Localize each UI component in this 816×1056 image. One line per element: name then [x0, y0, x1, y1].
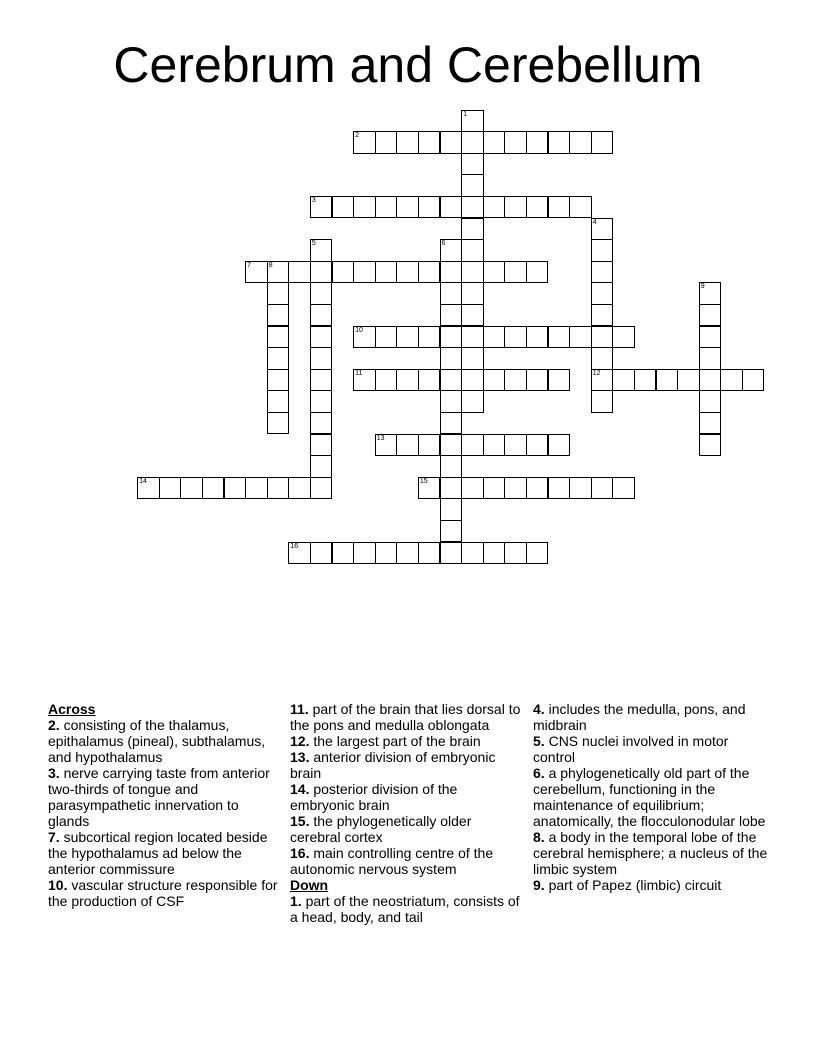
across-clue	[290, 781, 525, 813]
grid-cell[interactable]	[440, 304, 463, 327]
clue-text: posterior division of the embryonic brain	[290, 781, 458, 813]
grid-cell[interactable]	[267, 477, 290, 500]
clue-number: 5	[311, 240, 316, 248]
grid-cell[interactable]	[483, 477, 506, 500]
grid-cell[interactable]	[353, 261, 376, 284]
grid-cell[interactable]	[375, 542, 398, 565]
grid-cell[interactable]	[396, 196, 419, 219]
grid-cell[interactable]	[504, 326, 527, 349]
clue-number: 12	[592, 369, 601, 377]
grid-cell[interactable]	[677, 369, 700, 392]
grid-cell[interactable]	[267, 326, 290, 349]
grid-cell[interactable]	[504, 434, 527, 457]
grid-cell[interactable]	[461, 218, 484, 241]
grid-cell[interactable]	[159, 477, 182, 500]
grid-cell[interactable]	[375, 369, 398, 392]
grid-cell[interactable]	[332, 542, 355, 565]
grid-cell[interactable]	[569, 196, 592, 219]
grid-cell[interactable]	[310, 477, 333, 500]
clue-column-1	[48, 701, 283, 909]
grid-cell[interactable]	[267, 304, 290, 327]
grid-cell[interactable]	[548, 131, 571, 154]
grid-cell[interactable]	[396, 131, 419, 154]
across-clue	[48, 829, 283, 877]
grid-cell[interactable]	[245, 477, 268, 500]
grid-cell[interactable]	[440, 434, 463, 457]
grid-cell[interactable]	[461, 282, 484, 305]
grid-cell[interactable]	[137, 477, 160, 500]
clue-number: 8.	[533, 829, 545, 845]
grid-cell[interactable]	[440, 326, 463, 349]
grid-cell[interactable]	[483, 326, 506, 349]
grid-cell[interactable]	[310, 412, 333, 435]
clue-column-2	[290, 701, 525, 925]
grid-cell[interactable]	[548, 326, 571, 349]
grid-cell[interactable]	[526, 196, 549, 219]
grid-cell[interactable]	[461, 326, 484, 349]
clue-number: 1.	[290, 893, 302, 909]
clue-number: 15	[419, 477, 428, 485]
grid-cell[interactable]	[569, 477, 592, 500]
grid-cell[interactable]	[310, 434, 333, 457]
clue-number: 9	[700, 283, 705, 291]
grid-cell[interactable]	[461, 239, 484, 262]
grid-cell[interactable]	[461, 196, 484, 219]
grid-cell[interactable]	[591, 347, 614, 370]
grid-cell[interactable]	[461, 390, 484, 413]
grid-cell[interactable]	[396, 434, 419, 457]
clue-number: 12.	[290, 733, 310, 749]
grid-cell[interactable]	[612, 369, 635, 392]
grid-cell[interactable]	[440, 390, 463, 413]
grid-cell[interactable]	[461, 369, 484, 392]
grid-cell[interactable]	[267, 412, 290, 435]
grid-cell[interactable]	[332, 261, 355, 284]
grid-cell[interactable]	[440, 477, 463, 500]
grid-cell[interactable]	[440, 455, 463, 478]
grid-cell[interactable]	[569, 131, 592, 154]
grid-cell[interactable]	[504, 542, 527, 565]
across-clue	[290, 733, 525, 749]
grid-cell[interactable]	[548, 477, 571, 500]
down-clue	[533, 701, 768, 733]
clue-number: 13	[376, 434, 385, 442]
grid-cell[interactable]	[699, 412, 722, 435]
grid-cell[interactable]	[440, 239, 463, 262]
clue-number: 16.	[290, 845, 310, 861]
grid-cell[interactable]	[440, 412, 463, 435]
grid-cell[interactable]	[267, 261, 290, 284]
down-clue	[533, 829, 768, 877]
down-clue	[533, 765, 768, 829]
grid-cell[interactable]	[612, 326, 635, 349]
clue-number: 7.	[48, 829, 60, 845]
clue-number: 7	[247, 261, 251, 269]
grid-cell[interactable]	[310, 347, 333, 370]
clue-number: 6	[441, 240, 446, 248]
grid-cell[interactable]	[504, 369, 527, 392]
grid-cell[interactable]	[461, 434, 484, 457]
grid-cell[interactable]	[504, 477, 527, 500]
grid-cell[interactable]	[440, 542, 463, 565]
clue-text: part of Papez (limbic) circuit	[544, 877, 722, 893]
grid-cell[interactable]	[418, 261, 441, 284]
grid-cell[interactable]	[288, 261, 311, 284]
grid-cell[interactable]	[742, 369, 765, 392]
clue-number: 16	[290, 542, 299, 550]
grid-cell[interactable]	[310, 304, 333, 327]
clue-text: part of the brain that lies dorsal to the pons and medulla oblongata	[290, 701, 521, 733]
grid-cell[interactable]	[418, 477, 441, 500]
grid-cell[interactable]	[375, 196, 398, 219]
grid-cell[interactable]	[310, 369, 333, 392]
grid-cell[interactable]	[591, 477, 614, 500]
clue-number: 14	[139, 477, 147, 485]
grid-cell[interactable]	[202, 477, 225, 500]
across-clue	[48, 765, 283, 829]
grid-cell[interactable]	[310, 542, 333, 565]
grid-cell[interactable]	[418, 434, 441, 457]
grid-cell[interactable]	[418, 196, 441, 219]
grid-cell[interactable]	[526, 542, 549, 565]
grid-cell[interactable]	[440, 196, 463, 219]
grid-cell[interactable]	[310, 390, 333, 413]
grid-cell[interactable]	[548, 434, 571, 457]
grid-cell[interactable]	[396, 261, 419, 284]
grid-cell[interactable]	[461, 304, 484, 327]
grid-cell[interactable]	[526, 434, 549, 457]
clue-text: nerve carrying taste from anterior two-thirds of tongue and parasympathetic innervation to glands	[48, 765, 270, 829]
grid-cell[interactable]	[504, 131, 527, 154]
clue-text: anterior division of embryonic brain	[290, 749, 496, 781]
grid-cell[interactable]	[310, 282, 333, 305]
grid-cell[interactable]	[418, 131, 441, 154]
grid-cell[interactable]	[353, 196, 376, 219]
grid-cell[interactable]	[591, 282, 614, 305]
grid-cell[interactable]	[504, 196, 527, 219]
grid-cell[interactable]	[418, 326, 441, 349]
grid-cell[interactable]	[396, 542, 419, 565]
grid-cell[interactable]	[353, 542, 376, 565]
grid-cell[interactable]	[418, 369, 441, 392]
grid-cell[interactable]	[504, 261, 527, 284]
across-clue	[290, 845, 525, 877]
clue-text: a phylogenetically old part of the cerebellum, functioning in the maintenance of equilibrium; anatomically, the flocculonodular lobe	[533, 765, 766, 829]
grid-cell[interactable]	[591, 304, 614, 327]
grid-cell[interactable]	[483, 369, 506, 392]
grid-cell[interactable]	[591, 131, 614, 154]
grid-cell[interactable]	[483, 261, 506, 284]
clue-number: 8	[268, 261, 273, 269]
down-clue	[533, 877, 768, 893]
grid-cell[interactable]	[310, 326, 333, 349]
grid-cell[interactable]	[353, 326, 376, 349]
grid-cell[interactable]	[461, 347, 484, 370]
clue-number: 3	[311, 196, 316, 204]
grid-cell[interactable]	[440, 261, 463, 284]
clue-number: 4	[592, 218, 597, 226]
grid-cell[interactable]	[440, 131, 463, 154]
grid-cell[interactable]	[699, 369, 722, 392]
grid-cell[interactable]	[375, 326, 398, 349]
down-header: Down	[290, 877, 329, 893]
grid-cell[interactable]	[310, 455, 333, 478]
grid-cell[interactable]	[461, 542, 484, 565]
clue-number: 11	[355, 369, 363, 377]
down-clue	[533, 733, 768, 765]
grid-cell[interactable]	[396, 369, 419, 392]
across-clue	[48, 877, 283, 909]
clue-text: vascular structure responsible for the production of CSF	[48, 877, 278, 909]
grid-cell[interactable]	[461, 174, 484, 197]
grid-cell[interactable]	[591, 239, 614, 262]
clue-number: 10	[355, 326, 363, 334]
grid-cell[interactable]	[548, 369, 571, 392]
grid-cell[interactable]	[332, 196, 355, 219]
grid-cell[interactable]	[699, 390, 722, 413]
grid-cell[interactable]	[526, 261, 549, 284]
grid-cell[interactable]	[440, 347, 463, 370]
grid-cell[interactable]	[548, 196, 571, 219]
grid-cell[interactable]	[483, 434, 506, 457]
grid-cell[interactable]	[396, 326, 419, 349]
grid-cell[interactable]	[699, 326, 722, 349]
grid-cell[interactable]	[310, 196, 333, 219]
grid-cell[interactable]	[288, 542, 311, 565]
clue-text: includes the medulla, pons, and midbrain	[533, 701, 746, 733]
grid-cell[interactable]	[526, 369, 549, 392]
clue-number: 5.	[533, 733, 545, 749]
grid-cell[interactable]	[418, 542, 441, 565]
clue-number: 10.	[48, 877, 68, 893]
grid-cell[interactable]	[245, 261, 268, 284]
grid-cell[interactable]	[288, 477, 311, 500]
clue-text: consisting of the thalamus, epithalamus (pineal), subthalamus, and hypothalamus	[48, 717, 266, 765]
clue-number: 1	[463, 110, 467, 118]
clue-number: 14.	[290, 781, 310, 797]
grid-cell[interactable]	[699, 304, 722, 327]
grid-cell[interactable]	[375, 131, 398, 154]
across-header: Across	[48, 701, 96, 717]
grid-cell[interactable]	[310, 239, 333, 262]
down-clue	[290, 893, 525, 925]
grid-cell[interactable]	[310, 261, 333, 284]
clue-number: 11.	[290, 701, 309, 717]
clue-number: 13.	[290, 749, 310, 765]
across-clue	[290, 701, 525, 733]
grid-cell[interactable]	[353, 369, 376, 392]
grid-cell[interactable]	[526, 326, 549, 349]
grid-cell[interactable]	[591, 369, 614, 392]
grid-cell[interactable]	[483, 131, 506, 154]
grid-cell[interactable]	[224, 477, 247, 500]
clue-text: a body in the temporal lobe of the cerebral hemisphere; a nucleus of the limbic system	[533, 829, 768, 877]
clue-text: the phylogenetically older cerebral cortex	[290, 813, 472, 845]
clue-text: the largest part of the brain	[309, 733, 481, 749]
clue-number: 6.	[533, 765, 545, 781]
grid-cell[interactable]	[526, 131, 549, 154]
grid-cell[interactable]	[720, 369, 743, 392]
grid-cell[interactable]	[656, 369, 679, 392]
clue-text: part of the neostriatum, consists of a head, body, and tail	[290, 893, 520, 925]
across-clue	[290, 813, 525, 845]
grid-cell[interactable]	[440, 282, 463, 305]
grid-cell[interactable]	[699, 434, 722, 457]
grid-cell[interactable]	[634, 369, 657, 392]
grid-cell[interactable]	[591, 261, 614, 284]
grid-cell[interactable]	[440, 498, 463, 521]
grid-cell[interactable]	[591, 218, 614, 241]
clue-text: CNS nuclei involved in motor control	[533, 733, 729, 765]
grid-cell[interactable]	[461, 153, 484, 176]
clue-text: subcortical region located beside the hypothalamus ad below the anterior commissure	[48, 829, 268, 877]
clue-number: 3.	[48, 765, 60, 781]
grid-cell[interactable]	[612, 477, 635, 500]
grid-cell[interactable]	[180, 477, 203, 500]
grid-cell[interactable]	[483, 542, 506, 565]
grid-cell[interactable]	[526, 477, 549, 500]
grid-cell[interactable]	[267, 390, 290, 413]
clue-number: 9.	[533, 877, 545, 893]
grid-cell[interactable]	[461, 110, 484, 133]
grid-cell[interactable]	[591, 390, 614, 413]
across-clue	[48, 717, 283, 765]
clue-number: 2.	[48, 717, 60, 733]
grid-cell[interactable]	[591, 326, 614, 349]
grid-cell[interactable]	[461, 477, 484, 500]
grid-cell[interactable]	[699, 282, 722, 305]
grid-cell[interactable]	[569, 326, 592, 349]
grid-cell[interactable]	[267, 282, 290, 305]
grid-cell[interactable]	[483, 196, 506, 219]
grid-cell[interactable]	[375, 261, 398, 284]
grid-cell[interactable]	[375, 434, 398, 457]
grid-cell[interactable]	[440, 369, 463, 392]
clue-column-3	[533, 701, 768, 893]
grid-cell[interactable]	[440, 520, 463, 543]
clue-text: main controlling centre of the autonomic nervous system	[290, 845, 494, 877]
grid-cell[interactable]	[353, 131, 376, 154]
grid-cell[interactable]	[267, 347, 290, 370]
grid-cell[interactable]	[699, 347, 722, 370]
grid-cell[interactable]	[461, 261, 484, 284]
grid-cell[interactable]	[267, 369, 290, 392]
across-clue	[290, 749, 525, 781]
clue-number: 4.	[533, 701, 545, 717]
clue-number: 15.	[290, 813, 310, 829]
page-title: Cerebrum and Cerebellum	[113, 37, 703, 93]
clue-number: 2	[355, 132, 359, 140]
grid-cell[interactable]	[461, 131, 484, 154]
